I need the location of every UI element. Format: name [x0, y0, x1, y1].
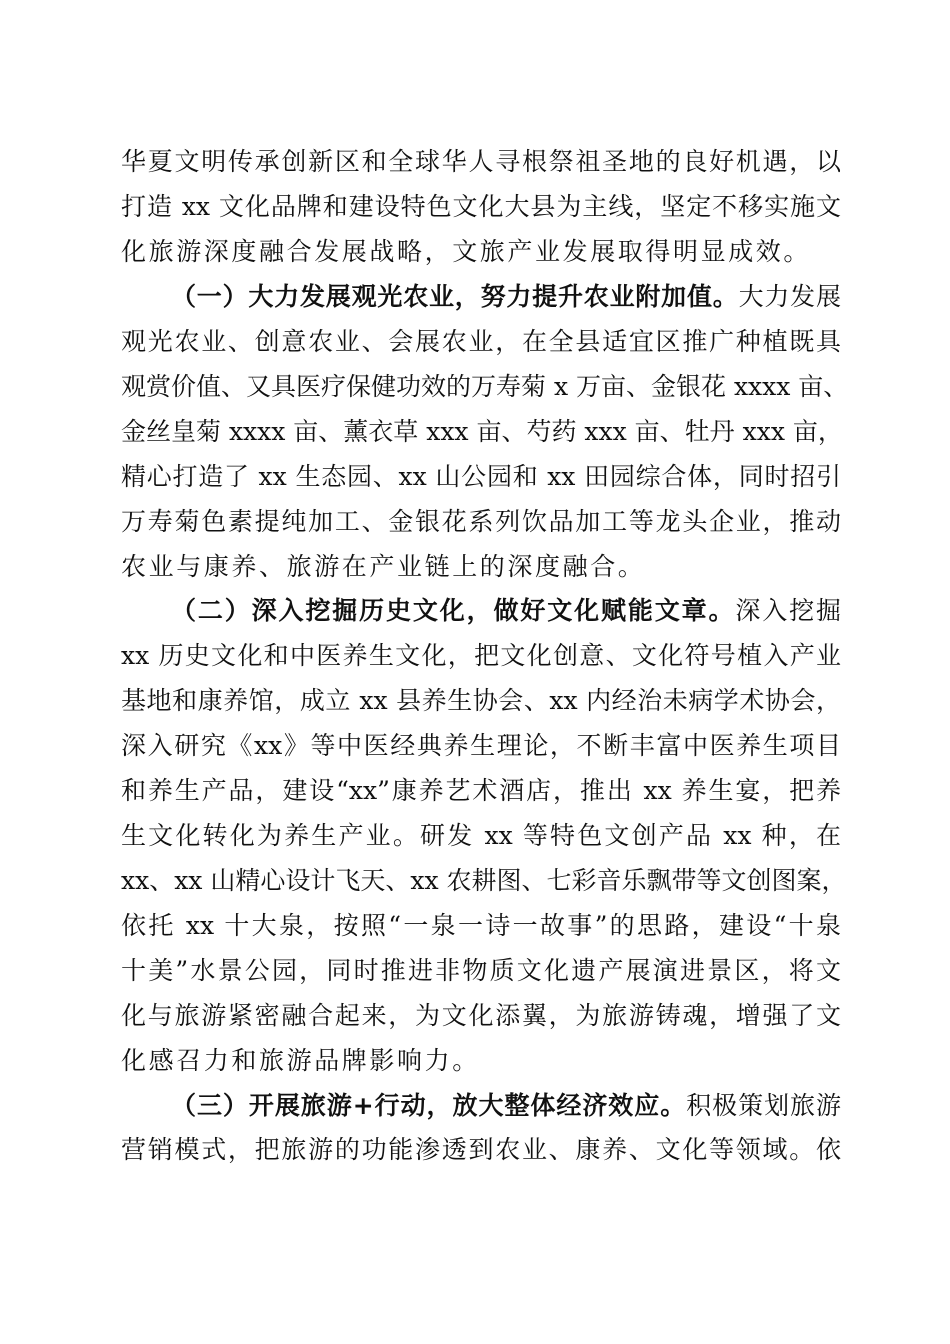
- body-text-line: 金丝皇菊 xxxx 亩、薰衣草 xxx 亩、芍药 xxx 亩、牡丹 xxx 亩，: [121, 417, 843, 446]
- body-text-line: 农业与康养、旅游在产业链上的深度融合。: [121, 552, 646, 581]
- body-text-line: 观光农业、创意农业、会展农业，在全县适宜区推广种植既具: [121, 327, 841, 356]
- body-text-line: 万寿菊色素提纯加工、金银花系列饮品加工等龙头企业，推动: [121, 507, 841, 536]
- body-text-line: xx 历史文化和中医养生文化，把文化创意、文化符号植入产业: [121, 641, 841, 670]
- body-text-line: 深入研究《xx》等中医经典养生理论，不断丰富中医养生项目: [121, 731, 841, 760]
- section-first-text: 深入挖掘: [735, 596, 841, 625]
- section-first-line: [171, 1086, 841, 1126]
- section-first-line: [171, 591, 841, 631]
- body-text-line: 精心打造了 xx 生态园、xx 山公园和 xx 田园综合体，同时招引: [121, 462, 841, 491]
- body-text-line: 华夏文明传承创新区和全球华人寻根祭祖圣地的良好机遇，以: [121, 147, 841, 176]
- body-text-line: 生文化转化为养生产业。研发 xx 等特色文创产品 xx 种，在: [121, 821, 841, 850]
- body-text-line: 基地和康养馆，成立 xx 县养生协会、xx 内经治未病学术协会，: [121, 686, 841, 715]
- body-text-line: 化与旅游紧密融合起来，为文化添翼，为旅游铸魂，增强了文: [121, 1001, 841, 1030]
- body-text-line: 打造 xx 文化品牌和建设特色文化大县为主线，坚定不移实施文: [121, 192, 841, 221]
- body-text-line: xx、xx 山精心设计飞天、xx 农耕图、七彩音乐飘带等文创图案，: [121, 866, 847, 895]
- section-first-line: [171, 277, 841, 317]
- section-heading: （一）大力发展观光农业，努力提升农业附加值。: [171, 282, 739, 311]
- body-text-line: 和养生产品，建设“xx”康养艺术酒店，推出 xx 养生宴，把养: [121, 776, 841, 805]
- section-heading: （二）深入挖掘历史文化，做好文化赋能文章。: [171, 596, 736, 625]
- body-text-line: 十美”水景公园，同时推进非物质文化遗产展演进景区，将文: [121, 956, 841, 985]
- body-text-line: 观赏价值、又具医疗保健功效的万寿菊 x 万亩、金银花 xxxx 亩、: [121, 372, 849, 401]
- section-first-text: 积极策划旅游: [686, 1091, 841, 1120]
- body-text-line: 营销模式，把旅游的功能渗透到农业、康养、文化等领域。依: [121, 1135, 841, 1164]
- body-text-line: 化感召力和旅游品牌影响力。: [121, 1046, 480, 1075]
- section-first-text: 大力发展: [738, 282, 841, 311]
- body-text-line: 依托 xx 十大泉，按照“一泉一诗一故事”的思路，建设“十泉: [121, 911, 841, 940]
- section-heading: （三）开展旅游+行动，放大整体经济效应。: [171, 1091, 687, 1120]
- body-text-line: 化旅游深度融合发展战略，文旅产业发展取得明显成效。: [121, 237, 812, 266]
